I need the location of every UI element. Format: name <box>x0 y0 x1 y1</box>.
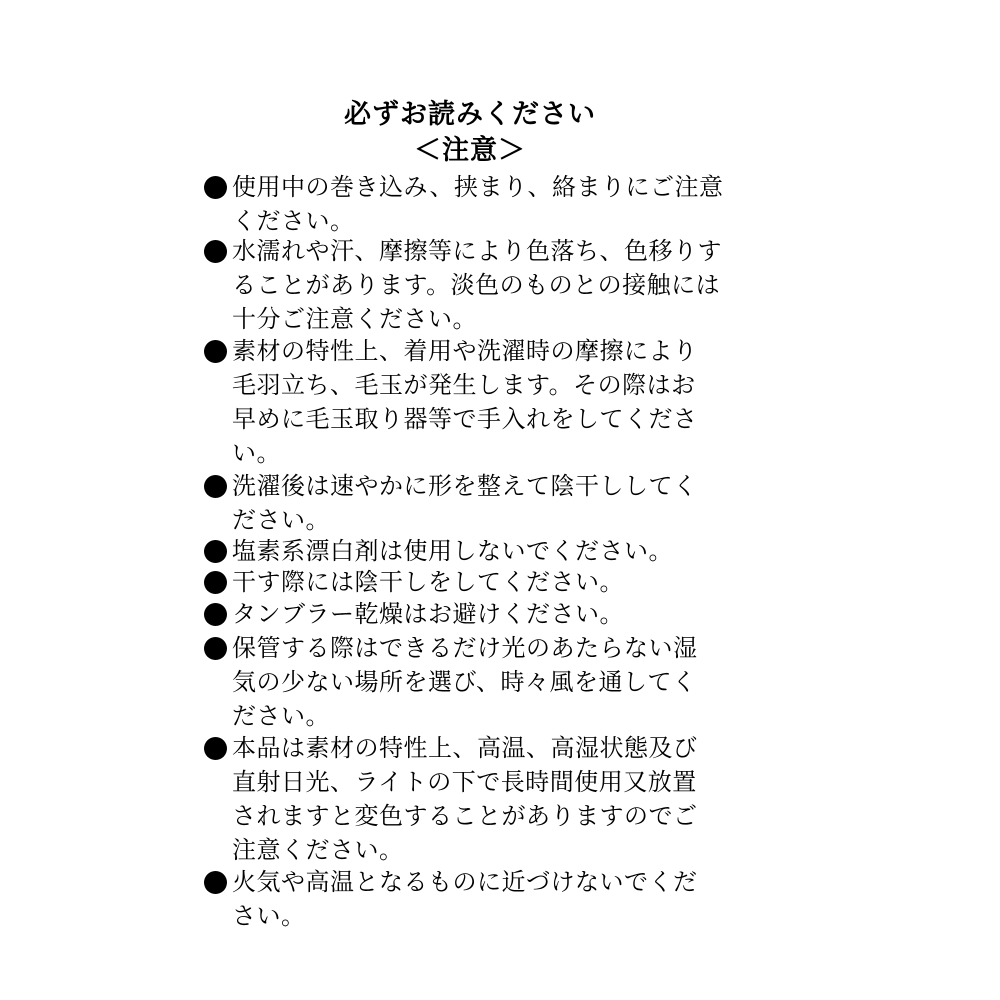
notice-line: 注意ください。 <box>232 836 404 864</box>
page-title: 必ずお読みください <box>344 99 596 130</box>
notice-line: 使用中の巻き込み、挟まり、絡まりにご注意 <box>232 173 724 201</box>
notice-line: 塩素系漂白剤は使用しないでください。 <box>232 537 673 565</box>
bullet-icon <box>204 340 227 363</box>
notice-line: 十分ご注意ください。 <box>232 305 477 333</box>
bullet-icon <box>204 475 227 498</box>
bullet-icon <box>204 540 227 563</box>
notice-line: タンブラー乾燥はお避けください。 <box>232 600 624 628</box>
notice-line: ることがあります。淡色のものとの接触には <box>232 271 721 299</box>
bullet-icon <box>204 737 227 760</box>
bullet-icon <box>204 571 227 594</box>
bullet-icon <box>204 637 227 660</box>
notice-line: 気の少ない場所を選び、時々風を通してく <box>232 668 697 696</box>
notice-line: ください。 <box>232 207 355 235</box>
notice-line: 水濡れや汗、摩擦等により色落ち、色移りす <box>232 237 722 265</box>
notice-line: 火気や高温となるものに近づけないでくだ <box>232 868 698 896</box>
notice-line: 洗濯後は速やかに形を整えて陰干ししてく <box>232 472 698 500</box>
bullet-icon <box>204 603 227 626</box>
notice-line: 早めに毛玉取り器等で手入れをしてくださ <box>232 405 698 433</box>
notice-line: されますと変色することがありますのでご <box>232 802 698 830</box>
bullet-icon <box>204 176 227 199</box>
bullet-icon <box>204 240 227 263</box>
notice-line: 素材の特性上、着用や洗濯時の摩擦により <box>232 337 698 365</box>
notice-line: 本品は素材の特性上、高温、高湿状態及び <box>232 734 698 762</box>
notice-line: 毛羽立ち、毛玉が発生します。その際はお <box>232 371 696 399</box>
notice-line: い。 <box>232 439 281 467</box>
bullet-icon <box>204 871 227 894</box>
notice-line: ださい。 <box>232 506 330 534</box>
notice-line: 直射日光、ライトの下で長時間使用又放置 <box>232 768 697 796</box>
notice-line: 干す際には陰干しをしてください。 <box>232 568 624 596</box>
notice-line: ださい。 <box>232 702 330 730</box>
notice-line: さい。 <box>232 902 306 930</box>
notice-line: 保管する際はできるだけ光のあたらない湿 <box>232 634 698 662</box>
page-subtitle: ＜注意＞ <box>414 135 526 166</box>
